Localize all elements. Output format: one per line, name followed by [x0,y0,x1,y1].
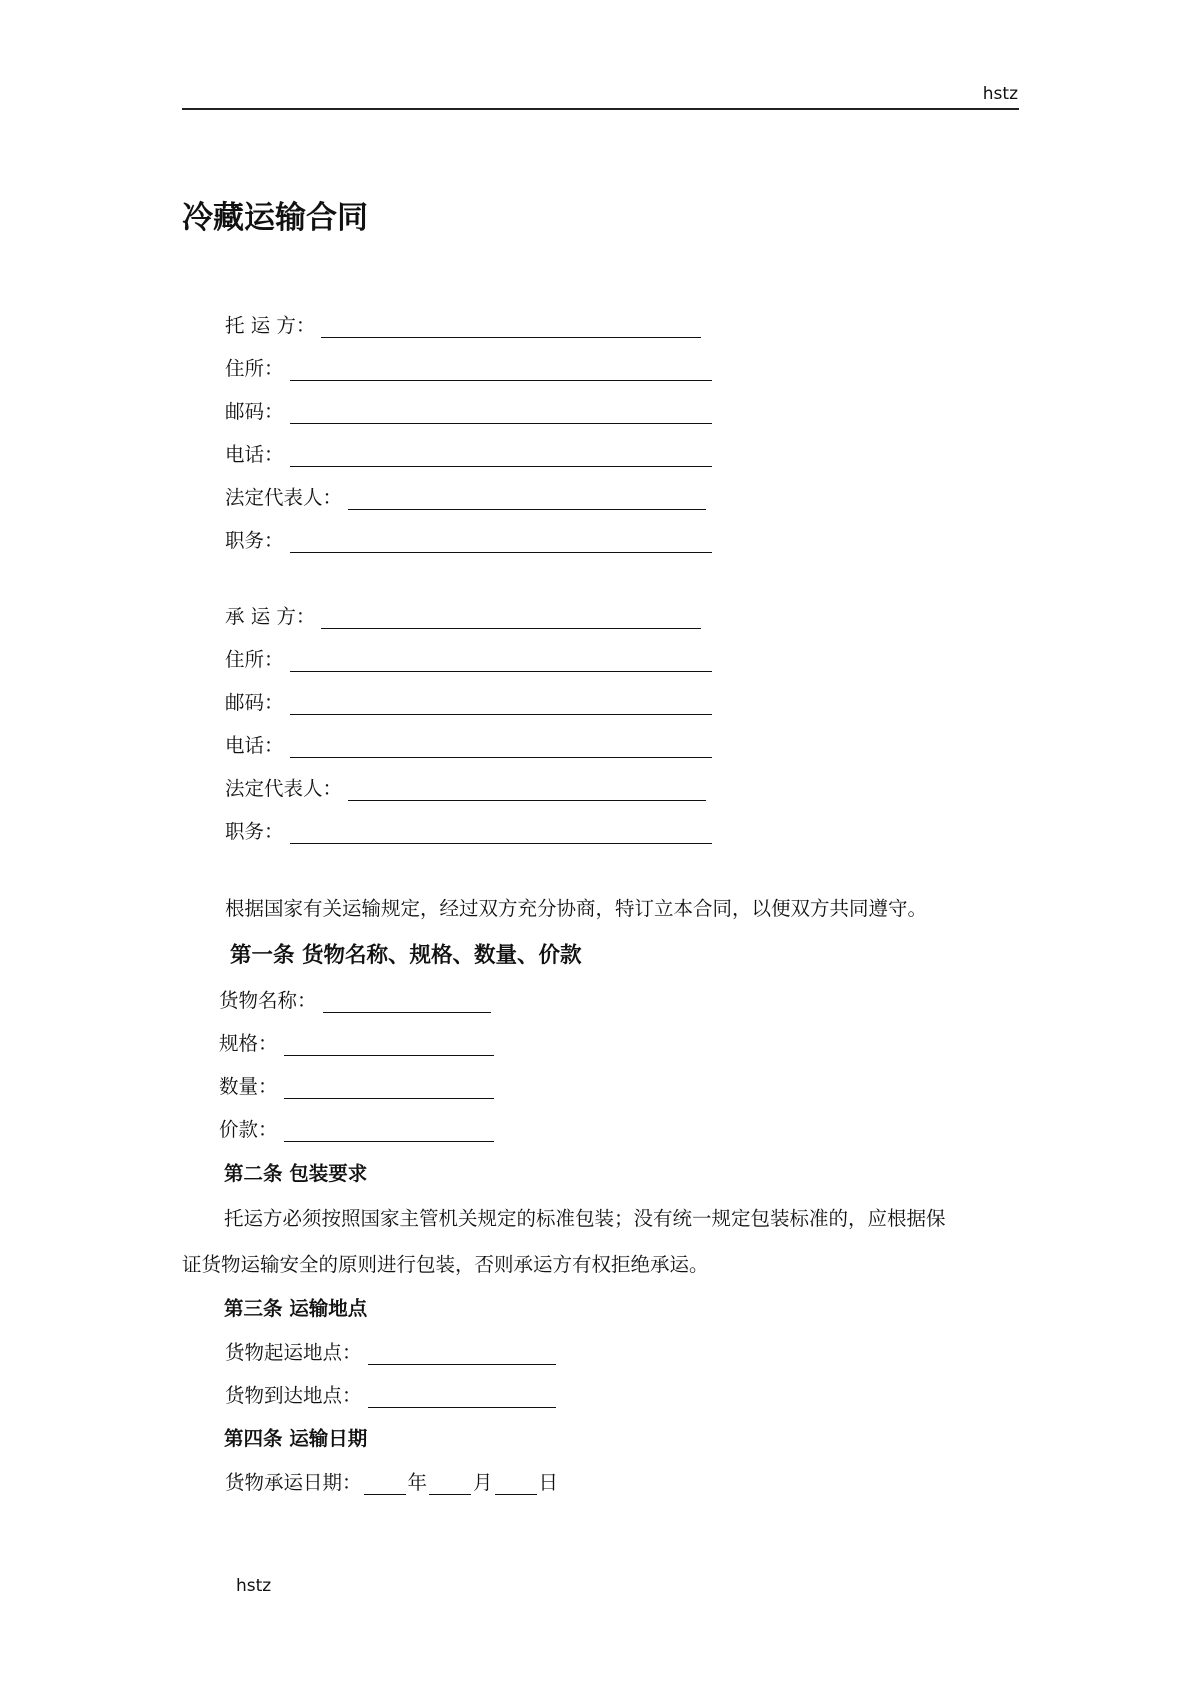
quantity-blank[interactable] [284,1078,494,1099]
carrier-phone-field [225,730,712,758]
carrier-legal-rep-blank[interactable] [348,780,706,801]
field-label: 法定代表人： [225,777,343,800]
shipper-position-blank[interactable] [290,532,712,553]
shipper-legal-rep-blank[interactable] [348,489,706,510]
field-label: 电话： [225,443,284,466]
price-blank[interactable] [284,1121,494,1142]
field-label: 职务： [225,820,284,843]
shipper-phone-blank[interactable] [290,446,712,467]
header-divider [182,108,1019,110]
field-label: 职务： [225,529,284,552]
month-label: 月 [473,1471,493,1494]
year-label: 年 [407,1471,428,1494]
departure-location-blank[interactable] [368,1344,556,1365]
carrier-name-field [225,601,701,629]
year-blank[interactable] [364,1474,406,1495]
article-2-line-1: 托运方必须按照国家主管机关规定的标准包装；没有统一规定包装标准的，应根据保 [224,1207,946,1230]
arrival-location-blank[interactable] [368,1387,556,1408]
carrier-postcode-blank[interactable] [290,694,712,715]
document-title: 冷藏运输合同 [182,200,368,236]
article-4-heading: 第四条 运输日期 [224,1427,368,1450]
shipper-postcode-blank[interactable] [290,403,712,424]
field-label: 规格： [219,1032,278,1055]
field-label: 承 运 方： [225,605,316,628]
specification-blank[interactable] [284,1035,494,1056]
shipper-postcode-field [225,396,712,424]
carrier-position-blank[interactable] [290,823,712,844]
carrier-position-field [225,816,712,844]
shipper-address-field [225,353,712,381]
carrier-postcode-field [225,687,712,715]
field-label: 价款： [219,1118,278,1141]
carrier-legal-rep-field [225,773,706,801]
article-2-line-2: 证货物运输安全的原则进行包装，否则承运方有权拒绝承运。 [182,1253,709,1276]
field-label: 货物起运地点： [225,1341,362,1364]
field-label: 货物承运日期： [225,1471,362,1494]
field-label: 住所： [225,357,284,380]
shipper-name-field [225,310,701,338]
shipper-position-field [225,525,712,553]
shipper-address-blank[interactable] [290,360,712,381]
field-label: 邮码： [225,691,284,714]
field-label: 住所： [225,648,284,671]
field-label: 货物到达地点： [225,1384,362,1407]
carrier-name-blank[interactable] [321,608,701,629]
carrier-address-blank[interactable] [290,651,712,672]
shipping-date-field [225,1467,558,1495]
goods-name-blank[interactable] [323,992,491,1013]
goods-name-field [219,985,491,1013]
page-footer-text: hstz [236,1576,272,1596]
departure-location-field [225,1337,556,1365]
field-label: 货物名称： [219,989,317,1012]
month-blank[interactable] [429,1474,471,1495]
carrier-address-field [225,644,712,672]
shipper-phone-field [225,439,712,467]
article-2-heading: 第二条 包装要求 [224,1162,368,1185]
carrier-phone-blank[interactable] [290,737,712,758]
article-1-heading: 第一条 货物名称、规格、数量、价款 [230,943,582,968]
field-label: 数量： [219,1075,278,1098]
field-label: 邮码： [225,400,284,423]
price-field [219,1114,494,1142]
field-label: 法定代表人： [225,486,343,509]
day-blank[interactable] [495,1474,537,1495]
shipper-name-blank[interactable] [321,317,701,338]
field-label: 托 运 方： [225,314,316,337]
arrival-location-field [225,1380,556,1408]
page-header-text: hstz [982,84,1018,104]
day-label: 日 [538,1471,559,1494]
specification-field [219,1028,494,1056]
preamble-text: 根据国家有关运输规定，经过双方充分协商，特订立本合同，以便双方共同遵守。 [225,897,928,920]
quantity-field [219,1071,494,1099]
shipper-legal-rep-field [225,482,706,510]
field-label: 电话： [225,734,284,757]
article-3-heading: 第三条 运输地点 [224,1297,368,1320]
